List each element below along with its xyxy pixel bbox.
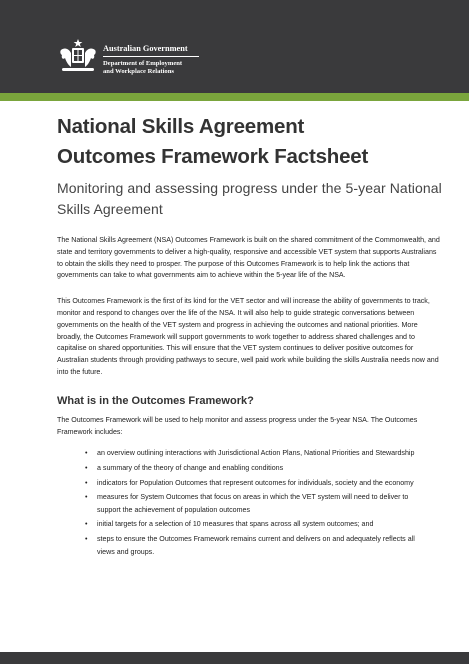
list-item — [85, 518, 442, 531]
bullet-icon: • — [85, 534, 88, 543]
framework-contents-list — [57, 447, 442, 558]
coat-of-arms-icon — [58, 38, 98, 74]
government-branding — [103, 44, 199, 76]
header-accent-bar — [0, 93, 469, 101]
bullet-icon: • — [85, 493, 88, 502]
document-body — [57, 112, 442, 560]
title-line-1: National Skills Agreement — [57, 115, 305, 138]
framework-paragraph: This Outcomes Framework is the first of its kind for the VET sector and will increase the ability of governments to track, monitor and respond to changes over the life of the NSA. It will also help to guide strategic conversations between governments on the health of the VET system and progress in achieving the outcomes and national priorities. More broadly, the Outcomes Framework will support governments to work together to address shared challenges and to capitalise on shared opportunities. This will ensure that the VET system continues to deliver positive outcomes for Australian students through providing pathways to secure, well paid work while building the skills Australia needs now and into the future. — [57, 297, 439, 376]
document-subtitle: Monitoring and assessing progress under the 5-year National Skills Agreement — [57, 180, 442, 217]
list-item-text: a summary of the theory of change and enabling conditions — [97, 463, 284, 472]
list-item — [85, 477, 442, 490]
bullet-icon: • — [85, 478, 88, 487]
list-item — [85, 491, 442, 516]
bullet-icon: • — [85, 449, 88, 458]
bullet-icon: • — [85, 463, 88, 472]
list-item — [85, 462, 442, 475]
intro-paragraph: The National Skills Agreement (NSA) Outcomes Framework is built on the shared commitment of the Commonwealth, and state and territory governments to deliver a high-quality, responsive and accessible VET system that supports Australians to obtain the skills they need to prosper. The purpose of this Outcomes Framework is to help link the actions that governments can take to what governments aim to achieve within the 5-year life of the NSA. — [57, 236, 440, 280]
department-name-line1: Department of Employment — [103, 60, 183, 67]
list-item-text: an overview outlining interactions with Jurisdictional Action Plans, National Priorities and Stewardship — [97, 449, 415, 458]
department-name-line2: and Workplace Relations — [103, 68, 174, 75]
list-item-text: indicators for Population Outcomes that represent outcomes for individuals, society and the economy — [97, 478, 414, 487]
bullet-icon: • — [85, 520, 88, 529]
branding-divider — [103, 56, 199, 57]
title-line-2: Outcomes Framework Factsheet — [57, 145, 369, 168]
government-header — [0, 0, 469, 93]
document-title — [57, 112, 442, 172]
list-item — [85, 447, 442, 460]
section-heading: What is in the Outcomes Framework? — [57, 394, 254, 407]
page-footer-bar — [0, 652, 469, 664]
government-name: Australian Government — [103, 44, 188, 53]
list-item-text: measures for System Outcomes that focus on areas in which the VET system will need to deliver to support the achievement of population outcomes — [97, 493, 409, 514]
section-intro: The Outcomes Framework will be used to help monitor and assess progress under the 5-year NSA. The Outcomes Framework includes: — [57, 415, 418, 436]
list-item — [85, 533, 442, 558]
list-item-text: initial targets for a selection of 10 measures that spans across all system outcomes; and — [97, 520, 374, 529]
list-item-text: steps to ensure the Outcomes Framework remains current and delivers on and adequately reflects all views and groups. — [97, 534, 415, 556]
